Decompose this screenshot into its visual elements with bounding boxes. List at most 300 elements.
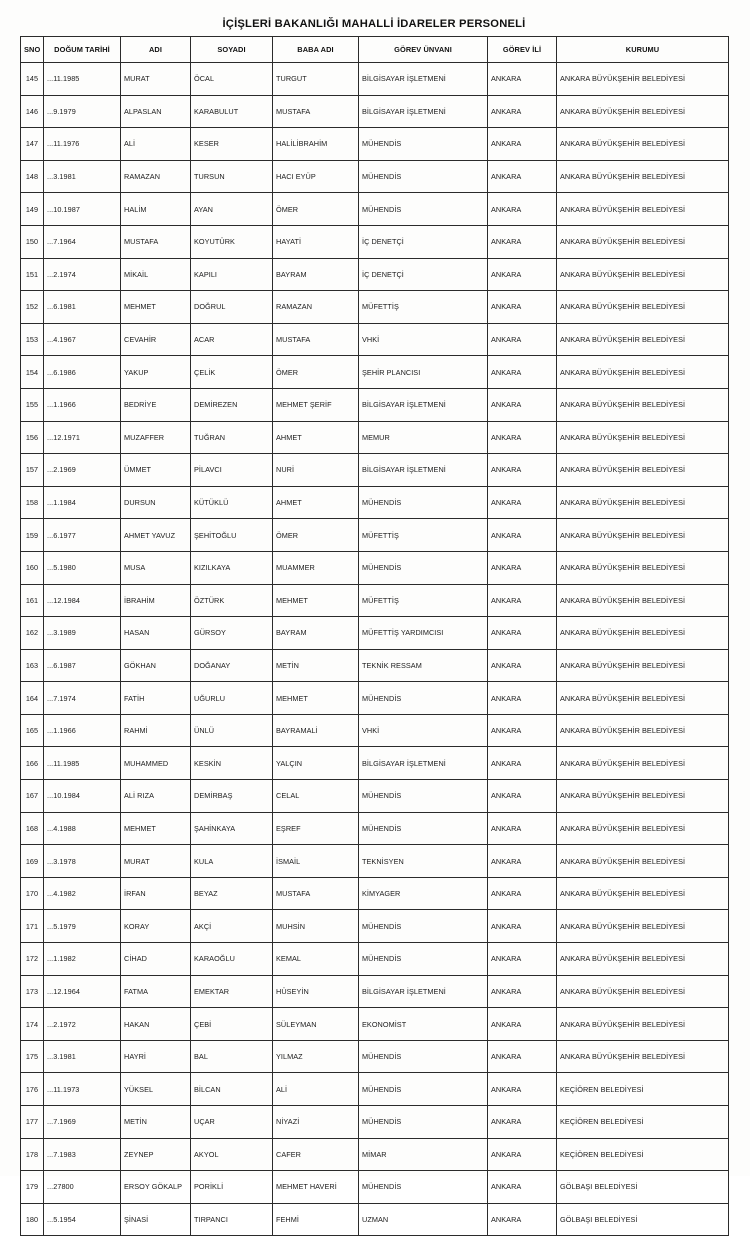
cell-date: ...5.1954 (44, 1203, 121, 1236)
cell-kurum: ANKARA BÜYÜKŞEHİR BELEDİYESİ (557, 388, 729, 421)
cell-kurum: ANKARA BÜYÜKŞEHİR BELEDİYESİ (557, 128, 729, 161)
cell-baba: RAMAZAN (273, 291, 359, 324)
cell-date: ...2.1972 (44, 1008, 121, 1041)
cell-unvan: BİLGİSAYAR İŞLETMENİ (359, 747, 488, 780)
cell-soyadi: TURSUN (191, 160, 273, 193)
cell-date: ...6.1977 (44, 519, 121, 552)
cell-soyadi: DOĞRUL (191, 291, 273, 324)
cell-sno: 148 (21, 160, 44, 193)
cell-kurum: ANKARA BÜYÜKŞEHİR BELEDİYESİ (557, 1008, 729, 1041)
cell-date: ...3.1981 (44, 1040, 121, 1073)
cell-il: ANKARA (488, 258, 557, 291)
cell-adi: İBRAHİM (121, 584, 191, 617)
cell-adi: YAKUP (121, 356, 191, 389)
cell-il: ANKARA (488, 356, 557, 389)
table-row (21, 356, 729, 389)
cell-kurum: ANKARA BÜYÜKŞEHİR BELEDİYESİ (557, 877, 729, 910)
cell-sno: 173 (21, 975, 44, 1008)
cell-sno: 172 (21, 943, 44, 976)
cell-unvan: MÜHENDİS (359, 486, 488, 519)
cell-adi: MEHMET (121, 291, 191, 324)
cell-kurum: ANKARA BÜYÜKŞEHİR BELEDİYESİ (557, 486, 729, 519)
cell-date: ...4.1988 (44, 812, 121, 845)
cell-kurum: ANKARA BÜYÜKŞEHİR BELEDİYESİ (557, 584, 729, 617)
cell-kurum: ANKARA BÜYÜKŞEHİR BELEDİYESİ (557, 225, 729, 258)
cell-il: ANKARA (488, 225, 557, 258)
cell-adi: İRFAN (121, 877, 191, 910)
cell-soyadi: BAL (191, 1040, 273, 1073)
cell-adi: ŞİNASİ (121, 1203, 191, 1236)
cell-unvan: BİLGİSAYAR İŞLETMENİ (359, 95, 488, 128)
cell-sno: 177 (21, 1106, 44, 1139)
table-row (21, 1073, 729, 1106)
cell-il: ANKARA (488, 421, 557, 454)
cell-sno: 155 (21, 388, 44, 421)
cell-adi: FATİH (121, 682, 191, 715)
table-row (21, 258, 729, 291)
cell-baba: MUAMMER (273, 551, 359, 584)
cell-kurum: ANKARA BÜYÜKŞEHİR BELEDİYESİ (557, 551, 729, 584)
cell-adi: YÜKSEL (121, 1073, 191, 1106)
cell-date: ...6.1986 (44, 356, 121, 389)
cell-sno: 178 (21, 1138, 44, 1171)
cell-date: ...5.1980 (44, 551, 121, 584)
page-title: İÇİŞLERİ BAKANLIĞI MAHALLİ İDARELER PERSONELİ (222, 18, 526, 30)
cell-soyadi: ŞAHİNKAYA (191, 812, 273, 845)
cell-il: ANKARA (488, 780, 557, 813)
table-row (21, 714, 729, 747)
cell-date: ...11.1985 (44, 747, 121, 780)
cell-sno: 170 (21, 877, 44, 910)
cell-il: ANKARA (488, 291, 557, 324)
table-row (21, 63, 729, 96)
table-row (21, 943, 729, 976)
table-row (21, 128, 729, 161)
cell-date: ...9.1979 (44, 95, 121, 128)
cell-baba: NURİ (273, 454, 359, 487)
column-header-baba: BABA ADI (273, 37, 359, 63)
cell-baba: MEHMET (273, 682, 359, 715)
table-row (21, 1203, 729, 1236)
cell-il: ANKARA (488, 617, 557, 650)
cell-baba: MUSTAFA (273, 323, 359, 356)
cell-il: ANKARA (488, 584, 557, 617)
cell-adi: HAYRİ (121, 1040, 191, 1073)
cell-unvan: MÜHENDİS (359, 1040, 488, 1073)
cell-kurum: ANKARA BÜYÜKŞEHİR BELEDİYESİ (557, 291, 729, 324)
cell-unvan: MÜHENDİS (359, 910, 488, 943)
table-row (21, 225, 729, 258)
table-row (21, 617, 729, 650)
cell-kurum: ANKARA BÜYÜKŞEHİR BELEDİYESİ (557, 975, 729, 1008)
cell-kurum: ANKARA BÜYÜKŞEHİR BELEDİYESİ (557, 421, 729, 454)
cell-kurum: ANKARA BÜYÜKŞEHİR BELEDİYESİ (557, 649, 729, 682)
column-header-il: GÖREV İLİ (488, 37, 557, 63)
table-row (21, 584, 729, 617)
cell-soyadi: UÇAR (191, 1106, 273, 1139)
cell-unvan: VHKİ (359, 714, 488, 747)
cell-kurum: ANKARA BÜYÜKŞEHİR BELEDİYESİ (557, 617, 729, 650)
cell-adi: MURAT (121, 845, 191, 878)
cell-adi: ALİ RIZA (121, 780, 191, 813)
cell-baba: ÖMER (273, 193, 359, 226)
table-header (21, 37, 729, 63)
cell-sno: 147 (21, 128, 44, 161)
table-row (21, 649, 729, 682)
cell-adi: RAHMİ (121, 714, 191, 747)
cell-kurum: ANKARA BÜYÜKŞEHİR BELEDİYESİ (557, 682, 729, 715)
cell-il: ANKARA (488, 519, 557, 552)
cell-unvan: BİLGİSAYAR İŞLETMENİ (359, 454, 488, 487)
cell-il: ANKARA (488, 388, 557, 421)
cell-date: ...1.1966 (44, 714, 121, 747)
cell-unvan: MÜHENDİS (359, 682, 488, 715)
cell-kurum: ANKARA BÜYÜKŞEHİR BELEDİYESİ (557, 943, 729, 976)
cell-il: ANKARA (488, 1138, 557, 1171)
cell-unvan: MÜFETTİŞ (359, 291, 488, 324)
cell-baba: METİN (273, 649, 359, 682)
cell-kurum: ANKARA BÜYÜKŞEHİR BELEDİYESİ (557, 714, 729, 747)
cell-baba: HÜSEYİN (273, 975, 359, 1008)
table-row (21, 1040, 729, 1073)
cell-adi: CİHAD (121, 943, 191, 976)
cell-il: ANKARA (488, 1040, 557, 1073)
cell-sno: 161 (21, 584, 44, 617)
cell-date: ...7.1983 (44, 1138, 121, 1171)
cell-unvan: TEKNİK RESSAM (359, 649, 488, 682)
cell-sno: 165 (21, 714, 44, 747)
cell-kurum: KEÇİÖREN BELEDİYESİ (557, 1073, 729, 1106)
cell-il: ANKARA (488, 551, 557, 584)
table-row (21, 519, 729, 552)
cell-baba: MUSTAFA (273, 877, 359, 910)
cell-adi: CEVAHİR (121, 323, 191, 356)
cell-sno: 160 (21, 551, 44, 584)
cell-unvan: MÜFETTİŞ YARDIMCISI (359, 617, 488, 650)
cell-soyadi: AKÇİ (191, 910, 273, 943)
table-row (21, 551, 729, 584)
cell-soyadi: ÇEBİ (191, 1008, 273, 1041)
cell-adi: HAKAN (121, 1008, 191, 1041)
personnel-table (20, 36, 729, 1236)
cell-baba: YILMAZ (273, 1040, 359, 1073)
cell-kurum: ANKARA BÜYÜKŞEHİR BELEDİYESİ (557, 812, 729, 845)
cell-baba: CELAL (273, 780, 359, 813)
cell-unvan: MÜFETTİŞ (359, 584, 488, 617)
cell-adi: DURSUN (121, 486, 191, 519)
header-row (21, 37, 729, 63)
cell-kurum: KEÇİÖREN BELEDİYESİ (557, 1106, 729, 1139)
table-body (21, 63, 729, 1236)
cell-baba: YALÇIN (273, 747, 359, 780)
cell-kurum: ANKARA BÜYÜKŞEHİR BELEDİYESİ (557, 747, 729, 780)
cell-unvan: MEMUR (359, 421, 488, 454)
cell-baba: BAYRAMALİ (273, 714, 359, 747)
cell-soyadi: BİLCAN (191, 1073, 273, 1106)
cell-soyadi: ÜNLÜ (191, 714, 273, 747)
cell-il: ANKARA (488, 747, 557, 780)
cell-adi: MEHMET (121, 812, 191, 845)
cell-soyadi: PİLAVCI (191, 454, 273, 487)
cell-sno: 157 (21, 454, 44, 487)
cell-baba: ÖMER (273, 356, 359, 389)
cell-date: ...3.1989 (44, 617, 121, 650)
cell-baba: KEMAL (273, 943, 359, 976)
cell-kurum: ANKARA BÜYÜKŞEHİR BELEDİYESİ (557, 63, 729, 96)
cell-kurum: ANKARA BÜYÜKŞEHİR BELEDİYESİ (557, 519, 729, 552)
cell-adi: ALİ (121, 128, 191, 161)
table-row (21, 388, 729, 421)
cell-kurum: ANKARA BÜYÜKŞEHİR BELEDİYESİ (557, 454, 729, 487)
cell-date: ...4.1982 (44, 877, 121, 910)
cell-soyadi: KOYUTÜRK (191, 225, 273, 258)
cell-sno: 174 (21, 1008, 44, 1041)
cell-date: ...12.1964 (44, 975, 121, 1008)
table-row (21, 682, 729, 715)
cell-soyadi: KÜTÜKLÜ (191, 486, 273, 519)
cell-il: ANKARA (488, 714, 557, 747)
cell-soyadi: KIZILKAYA (191, 551, 273, 584)
cell-soyadi: ÖZTÜRK (191, 584, 273, 617)
cell-sno: 154 (21, 356, 44, 389)
cell-adi: BEDRİYE (121, 388, 191, 421)
cell-unvan: MÜHENDİS (359, 551, 488, 584)
cell-adi: MUSA (121, 551, 191, 584)
table-row (21, 1106, 729, 1139)
cell-adi: MURAT (121, 63, 191, 96)
cell-baba: BAYRAM (273, 258, 359, 291)
table-row (21, 486, 729, 519)
cell-il: ANKARA (488, 682, 557, 715)
cell-kurum: ANKARA BÜYÜKŞEHİR BELEDİYESİ (557, 258, 729, 291)
cell-baba: AHMET (273, 486, 359, 519)
cell-soyadi: KESKİN (191, 747, 273, 780)
cell-unvan: MÜHENDİS (359, 812, 488, 845)
cell-baba: HACI EYÜP (273, 160, 359, 193)
cell-unvan: BİLGİSAYAR İŞLETMENİ (359, 975, 488, 1008)
cell-baba: MUHSİN (273, 910, 359, 943)
cell-sno: 150 (21, 225, 44, 258)
cell-date: ...11.1985 (44, 63, 121, 96)
cell-baba: EŞREF (273, 812, 359, 845)
cell-sno: 175 (21, 1040, 44, 1073)
cell-soyadi: KULA (191, 845, 273, 878)
cell-sno: 158 (21, 486, 44, 519)
cell-unvan: MİMAR (359, 1138, 488, 1171)
cell-date: ...3.1978 (44, 845, 121, 878)
cell-sno: 152 (21, 291, 44, 324)
cell-unvan: MÜHENDİS (359, 193, 488, 226)
cell-sno: 145 (21, 63, 44, 96)
cell-adi: KORAY (121, 910, 191, 943)
cell-soyadi: PORİKLİ (191, 1171, 273, 1204)
cell-il: ANKARA (488, 649, 557, 682)
table-row (21, 421, 729, 454)
cell-soyadi: DEMİREZEN (191, 388, 273, 421)
cell-baba: MEHMET HAVERİ (273, 1171, 359, 1204)
cell-sno: 176 (21, 1073, 44, 1106)
cell-unvan: KİMYAGER (359, 877, 488, 910)
cell-adi: HALİM (121, 193, 191, 226)
cell-il: ANKARA (488, 323, 557, 356)
table-row (21, 323, 729, 356)
table-row (21, 193, 729, 226)
cell-date: ...11.1976 (44, 128, 121, 161)
cell-adi: ÜMMET (121, 454, 191, 487)
cell-adi: RAMAZAN (121, 160, 191, 193)
column-header-soyadi: SOYADI (191, 37, 273, 63)
cell-il: ANKARA (488, 1171, 557, 1204)
cell-kurum: ANKARA BÜYÜKŞEHİR BELEDİYESİ (557, 356, 729, 389)
cell-date: ...5.1979 (44, 910, 121, 943)
cell-il: ANKARA (488, 160, 557, 193)
cell-soyadi: DOĞANAY (191, 649, 273, 682)
cell-date: ...10.1984 (44, 780, 121, 813)
cell-date: ...12.1984 (44, 584, 121, 617)
cell-adi: HASAN (121, 617, 191, 650)
cell-date: ...12.1971 (44, 421, 121, 454)
cell-baba: CAFER (273, 1138, 359, 1171)
cell-unvan: TEKNİSYEN (359, 845, 488, 878)
cell-kurum: GÖLBAŞI BELEDİYESİ (557, 1171, 729, 1204)
cell-baba: HAYATİ (273, 225, 359, 258)
cell-kurum: ANKARA BÜYÜKŞEHİR BELEDİYESİ (557, 910, 729, 943)
column-header-unvan: GÖREV ÜNVANI (359, 37, 488, 63)
cell-unvan: VHKİ (359, 323, 488, 356)
cell-baba: MUSTAFA (273, 95, 359, 128)
cell-il: ANKARA (488, 193, 557, 226)
cell-unvan: BİLGİSAYAR İŞLETMENİ (359, 388, 488, 421)
cell-date: ...7.1969 (44, 1106, 121, 1139)
cell-il: ANKARA (488, 1203, 557, 1236)
cell-adi: AHMET YAVUZ (121, 519, 191, 552)
table-row (21, 747, 729, 780)
cell-unvan: MÜHENDİS (359, 780, 488, 813)
cell-soyadi: GÜRSOY (191, 617, 273, 650)
cell-baba: İSMAİL (273, 845, 359, 878)
cell-il: ANKARA (488, 486, 557, 519)
cell-soyadi: BEYAZ (191, 877, 273, 910)
cell-il: ANKARA (488, 943, 557, 976)
cell-il: ANKARA (488, 128, 557, 161)
cell-il: ANKARA (488, 812, 557, 845)
cell-baba: FEHMİ (273, 1203, 359, 1236)
cell-sno: 168 (21, 812, 44, 845)
table-row (21, 877, 729, 910)
cell-soyadi: KESER (191, 128, 273, 161)
table-row (21, 812, 729, 845)
cell-date: ...2.1969 (44, 454, 121, 487)
table-row (21, 910, 729, 943)
cell-adi: MUZAFFER (121, 421, 191, 454)
cell-sno: 179 (21, 1171, 44, 1204)
cell-adi: ALPASLAN (121, 95, 191, 128)
cell-il: ANKARA (488, 63, 557, 96)
cell-unvan: ŞEHİR PLANCISI (359, 356, 488, 389)
cell-sno: 164 (21, 682, 44, 715)
cell-date: ...6.1981 (44, 291, 121, 324)
cell-unvan: İÇ DENETÇİ (359, 225, 488, 258)
cell-soyadi: EMEKTAR (191, 975, 273, 1008)
cell-kurum: ANKARA BÜYÜKŞEHİR BELEDİYESİ (557, 780, 729, 813)
column-header-adi: ADI (121, 37, 191, 63)
cell-soyadi: DEMİRBAŞ (191, 780, 273, 813)
table-row (21, 975, 729, 1008)
cell-il: ANKARA (488, 877, 557, 910)
table-row (21, 1138, 729, 1171)
cell-soyadi: KAPILI (191, 258, 273, 291)
cell-baba: ÖMER (273, 519, 359, 552)
cell-soyadi: ÖCAL (191, 63, 273, 96)
cell-sno: 151 (21, 258, 44, 291)
cell-sno: 163 (21, 649, 44, 682)
cell-soyadi: KARABULUT (191, 95, 273, 128)
cell-il: ANKARA (488, 454, 557, 487)
cell-adi: METİN (121, 1106, 191, 1139)
cell-date: ...1.1982 (44, 943, 121, 976)
column-header-sno: SNO (21, 37, 44, 63)
cell-adi: ERSOY GÖKALP (121, 1171, 191, 1204)
cell-date: ...3.1981 (44, 160, 121, 193)
cell-il: ANKARA (488, 845, 557, 878)
cell-sno: 169 (21, 845, 44, 878)
cell-baba: TURGUT (273, 63, 359, 96)
cell-sno: 171 (21, 910, 44, 943)
table-row (21, 160, 729, 193)
cell-kurum: ANKARA BÜYÜKŞEHİR BELEDİYESİ (557, 193, 729, 226)
cell-il: ANKARA (488, 1106, 557, 1139)
cell-soyadi: ŞEHİTOĞLU (191, 519, 273, 552)
cell-soyadi: TIRPANCI (191, 1203, 273, 1236)
cell-baba: SÜLEYMAN (273, 1008, 359, 1041)
cell-date: ...11.1973 (44, 1073, 121, 1106)
cell-kurum: ANKARA BÜYÜKŞEHİR BELEDİYESİ (557, 845, 729, 878)
cell-sno: 162 (21, 617, 44, 650)
cell-unvan: MÜFETTİŞ (359, 519, 488, 552)
cell-date: ...4.1967 (44, 323, 121, 356)
cell-kurum: ANKARA BÜYÜKŞEHİR BELEDİYESİ (557, 160, 729, 193)
cell-date: ...1.1966 (44, 388, 121, 421)
cell-unvan: EKONOMİST (359, 1008, 488, 1041)
cell-adi: FATMA (121, 975, 191, 1008)
cell-kurum: GÖLBAŞI BELEDİYESİ (557, 1203, 729, 1236)
cell-kurum: ANKARA BÜYÜKŞEHİR BELEDİYESİ (557, 323, 729, 356)
table-row (21, 845, 729, 878)
cell-sno: 159 (21, 519, 44, 552)
cell-sno: 149 (21, 193, 44, 226)
table-row (21, 1008, 729, 1041)
cell-date: ...7.1964 (44, 225, 121, 258)
table-row (21, 95, 729, 128)
cell-date: ...6.1987 (44, 649, 121, 682)
cell-sno: 180 (21, 1203, 44, 1236)
cell-il: ANKARA (488, 1008, 557, 1041)
cell-baba: MEHMET ŞERİF (273, 388, 359, 421)
cell-soyadi: UĞURLU (191, 682, 273, 715)
cell-unvan: MÜHENDİS (359, 1073, 488, 1106)
cell-il: ANKARA (488, 1073, 557, 1106)
cell-unvan: MÜHENDİS (359, 128, 488, 161)
cell-adi: ZEYNEP (121, 1138, 191, 1171)
cell-date: ...27800 (44, 1171, 121, 1204)
cell-kurum: ANKARA BÜYÜKŞEHİR BELEDİYESİ (557, 95, 729, 128)
cell-sno: 146 (21, 95, 44, 128)
cell-date: ...1.1984 (44, 486, 121, 519)
cell-adi: MİKAİL (121, 258, 191, 291)
cell-unvan: MÜHENDİS (359, 1171, 488, 1204)
cell-baba: HALİLİBRAHİM (273, 128, 359, 161)
cell-adi: MUHAMMED (121, 747, 191, 780)
